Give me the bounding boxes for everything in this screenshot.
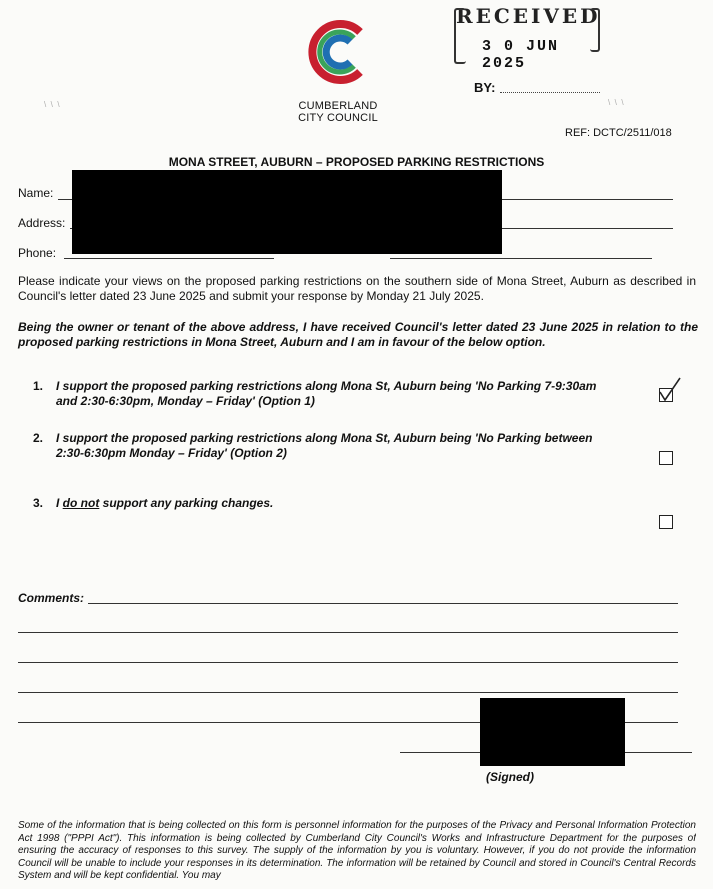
- comments-line-3[interactable]: [18, 662, 678, 663]
- stamp-by-line: [500, 92, 600, 93]
- redaction-personal-details: [72, 170, 502, 254]
- option-3-underlined: do not: [62, 496, 100, 510]
- council-name-line1: CUMBERLAND: [298, 100, 378, 112]
- option-3-checkbox[interactable]: [659, 515, 673, 529]
- comments-label: Comments:: [18, 591, 85, 605]
- stamp-word: RECEIVED: [456, 4, 601, 28]
- option-3-number: 3.: [33, 496, 44, 510]
- received-stamp: [452, 4, 612, 72]
- option-1-text: [56, 379, 656, 409]
- option-3-post: support any parking changes.: [99, 496, 274, 510]
- redaction-signature: [480, 698, 625, 766]
- privacy-notice: Some of the information that is being collected on this form is personnel information for the purposes of the Privacy and Personal Information Protection Act 1998 ("PPPI Act"). This information is being collected by Cumberland City Council's Works and Infrastructure Department for the purposes of ensuring the accuracy of responses to this survey. The supply of the information by you is voluntary. However, if you do not provide the information Council will be unable to include your responses in its determination. The information will be retained by Council and stored in Council's Central Records System and will be kept confidential. You may: [18, 820, 696, 881]
- option-2-line2: 2:30-6:30pm Monday – Friday' (Option 2): [56, 446, 287, 460]
- comments-line-2[interactable]: [18, 632, 678, 633]
- option-2-checkbox[interactable]: [659, 451, 673, 465]
- mobile-field-line[interactable]: [390, 258, 652, 259]
- scan-mark-left: \ \ \: [44, 100, 60, 109]
- option-2-number: 2.: [33, 431, 44, 445]
- phone-label: Phone:: [18, 246, 57, 260]
- stamp-by-label: BY:: [474, 80, 496, 95]
- option-3-pre: I: [56, 496, 63, 510]
- phone-field-line[interactable]: [64, 258, 274, 259]
- signed-label: (Signed): [486, 770, 534, 784]
- option-1-number: 1.: [33, 379, 44, 393]
- comments-line-4[interactable]: [18, 692, 678, 693]
- stamp-date: 3 0 JUN 2025: [482, 38, 560, 72]
- intro-paragraph: Please indicate your views on the proposed parking restrictions on the southern side of Mona Street, Auburn as described in Council's letter dated 23 June 2025 and submit your response by Monday 21 July 2025.: [18, 274, 696, 303]
- council-logo-icon: [298, 14, 378, 90]
- option-3-text: [56, 496, 656, 511]
- option-1-tick-icon: [656, 376, 686, 404]
- option-1-line1: I support the proposed parking restrictions along Mona St, Auburn being 'No Parking 7-9:30am: [56, 379, 597, 393]
- council-logo: [298, 14, 378, 90]
- declaration-paragraph: Being the owner or tenant of the above address, I have received Council's letter dated 23 June 2025 in relation to the proposed parking restrictions in Mona Street, Auburn and I am in favour of the below option.: [18, 320, 698, 349]
- council-name: [282, 100, 394, 124]
- document-title: MONA STREET, AUBURN – PROPOSED PARKING RESTRICTIONS: [168, 155, 545, 169]
- comments-line-1[interactable]: [88, 603, 678, 604]
- name-label: Name:: [18, 186, 54, 200]
- scan-mark-right: \ \ \: [608, 98, 624, 107]
- option-1-line2: and 2:30-6:30pm, Monday – Friday' (Option 1): [56, 394, 315, 408]
- council-name-line2: CITY COUNCIL: [298, 112, 378, 124]
- option-2-text: [56, 431, 656, 461]
- address-label: Address:: [18, 216, 66, 230]
- option-2-line1: I support the proposed parking restrictions along Mona St, Auburn being 'No Parking between: [56, 431, 593, 445]
- reference-number: REF: DCTC/2511/018: [565, 127, 672, 139]
- stamp-bracket-left: [454, 8, 466, 64]
- stamp-by: [474, 80, 495, 95]
